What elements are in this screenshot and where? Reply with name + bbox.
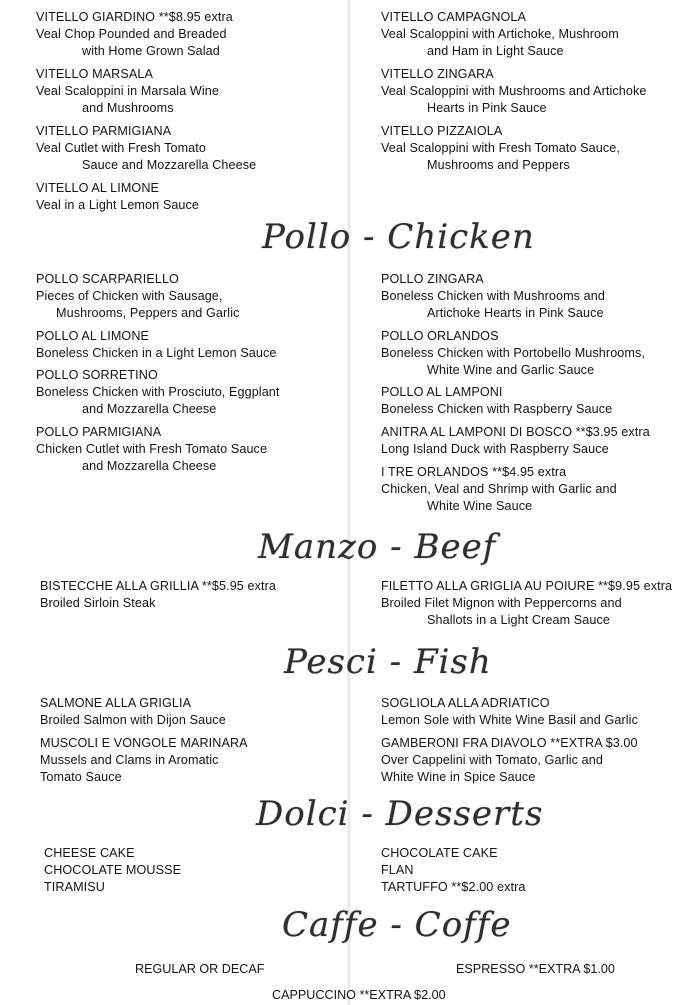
item-desc: Mushrooms, Peppers and Garlic [56,306,240,320]
item-desc: Boneless Chicken in a Light Lemon Sauce [36,346,277,360]
item-desc: Boneless Chicken with Mushrooms and [381,289,605,303]
menu-item-pollo-orlandos [381,328,645,379]
item-desc: Tomato Sauce [40,770,122,784]
item-desc: Sauce and Mozzarella Cheese [82,158,257,172]
section-heading-desserts: Dolci - Desserts [256,794,544,834]
item-desc: Veal in a Light Lemon Sauce [36,198,200,212]
item-name: VITELLO MARSALA [36,67,153,81]
dessert-list-right [381,845,526,896]
item-name: VITELLO GIARDINO **$8.95 extra [36,10,233,24]
menu-item-filetto [381,578,672,629]
item-desc: Boneless Chicken with Portobello Mushrooms, [381,346,645,360]
menu-item-bistecche [40,578,276,612]
menu-item-sogliola [381,695,638,729]
item-name: VITELLO AL LIMONE [36,181,160,195]
dessert-item: CHEESE CAKE [44,846,135,860]
item-name: I TRE ORLANDOS **$4.95 extra [381,465,567,479]
item-desc: White Wine in Spice Sauce [381,770,536,784]
dessert-item: FLAN [381,863,414,877]
item-desc: Broiled Filet Mignon with Peppercorns and [381,596,622,610]
page-fold [347,0,351,1005]
item-desc: Long Island Duck with Raspberry Sauce [381,442,609,456]
item-desc: Artichoke Hearts in Pink Sauce [427,306,604,320]
item-name: MUSCOLI E VONGOLE MARINARA [40,736,248,750]
coffee-espresso: ESPRESSO **EXTRA $1.00 [456,962,615,976]
menu-item-pollo-parmigiana [36,424,267,475]
dessert-item: TARTUFFO **$2.00 extra [381,880,526,894]
menu-item-vitello-campagnola [381,9,619,60]
menu-item-vitello-zingara [381,66,647,117]
menu-item-muscoli [40,735,248,786]
menu-item-vitello-pizzaiola [381,123,620,174]
item-desc: White Wine Sauce [427,499,533,513]
item-desc: Veal Scaloppini with Artichoke, Mushroom [381,27,619,41]
item-name: SOGLIOLA ALLA ADRIATICO [381,696,550,710]
section-heading-beef: Manzo - Beef [258,527,497,567]
menu-item-pollo-al-lamponi [381,384,612,418]
item-name: FILETTO ALLA GRIGLIA AU POIURE **$9.95 extra [381,579,673,593]
item-desc: Boneless Chicken with Prosciuto, Eggplant [36,385,280,399]
item-desc: and Mozzarella Cheese [82,402,217,416]
item-desc: Chicken Cutlet with Fresh Tomato Sauce [36,442,268,456]
dessert-list-left [44,845,181,896]
item-desc: Pieces of Chicken with Sausage, [36,289,223,303]
item-desc: White Wine and Garlic Sauce [427,363,595,377]
item-name: VITELLO CAMPAGNOLA [381,10,527,24]
menu-item-pollo-al-limone [36,328,277,362]
menu-item-pollo-scarpariello [36,271,240,322]
section-heading-chicken: Pollo - Chicken [262,217,535,257]
menu-item-vitello-al-limone [36,180,199,214]
item-desc: Veal Scaloppini with Fresh Tomato Sauce, [381,141,620,155]
item-name: VITELLO PARMIGIANA [36,124,172,138]
item-name: POLLO SORRETINO [36,368,158,382]
item-desc: Shallots in a Light Cream Sauce [427,613,611,627]
menu-item-pollo-zingara [381,271,605,322]
item-name: VITELLO PIZZAIOLA [381,124,503,138]
coffee-regular: REGULAR OR DECAF [135,962,265,976]
item-name: BISTECCHE ALLA GRILLIA **$5.95 extra [40,579,277,593]
menu-item-pollo-sorretino [36,367,280,418]
menu-item-salmone [40,695,226,729]
item-desc: Mussels and Clams in Aromatic [40,753,219,767]
item-name: POLLO ORLANDOS [381,329,499,343]
item-desc: with Home Grown Salad [82,44,220,58]
item-name: POLLO AL LIMONE [36,329,150,343]
item-name: POLLO ZINGARA [381,272,484,286]
item-desc: and Mozzarella Cheese [82,459,217,473]
menu-item-gamberoni [381,735,638,786]
item-name: GAMBERONI FRA DIAVOLO **EXTRA $3.00 [381,736,638,750]
item-desc: and Ham in Light Sauce [427,44,564,58]
section-heading-coffee: Caffe - Coffe [282,905,512,945]
item-name: POLLO SCARPARIELLO [36,272,179,286]
item-desc: Veal Chop Pounded and Breaded [36,27,227,41]
item-name: VITELLO ZINGARA [381,67,494,81]
item-desc: Chicken, Veal and Shrimp with Garlic and [381,482,617,496]
menu-item-anitra-al-lamponi [381,424,650,458]
menu-item-vitello-parmigiana [36,123,256,174]
dessert-item: CHOCOLATE CAKE [381,846,498,860]
item-desc: Over Cappelini with Tomato, Garlic and [381,753,603,767]
item-desc: Mushrooms and Peppers [427,158,570,172]
item-name: ANITRA AL LAMPONI DI BOSCO **$3.95 extra [381,425,650,439]
item-desc: Veal Scaloppini in Marsala Wine [36,84,220,98]
item-desc: Veal Scaloppini with Mushrooms and Artichoke [381,84,647,98]
coffee-cappuccino: CAPPUCCINO **EXTRA $2.00 [272,988,446,1002]
item-desc: Broiled Sirloin Steak [40,596,156,610]
item-desc: Boneless Chicken with Raspberry Sauce [381,402,613,416]
menu-item-vitello-giardino [36,9,233,60]
menu-item-i-tre-orlandos [381,464,617,515]
item-desc: Veal Cutlet with Fresh Tomato [36,141,206,155]
dessert-item: CHOCOLATE MOUSSE [44,863,182,877]
section-heading-fish: Pesci - Fish [284,642,492,682]
item-desc: and Mushrooms [82,101,174,115]
menu-item-vitello-marsala [36,66,219,117]
item-desc: Hearts in Pink Sauce [427,101,547,115]
item-name: SALMONE ALLA GRIGLIA [40,696,192,710]
item-desc: Lemon Sole with White Wine Basil and Garlic [381,713,638,727]
dessert-item: TIRAMISU [44,880,105,894]
item-name: POLLO PARMIGIANA [36,425,162,439]
item-desc: Broiled Salmon with Dijon Sauce [40,713,226,727]
item-name: POLLO AL LAMPONI [381,385,503,399]
